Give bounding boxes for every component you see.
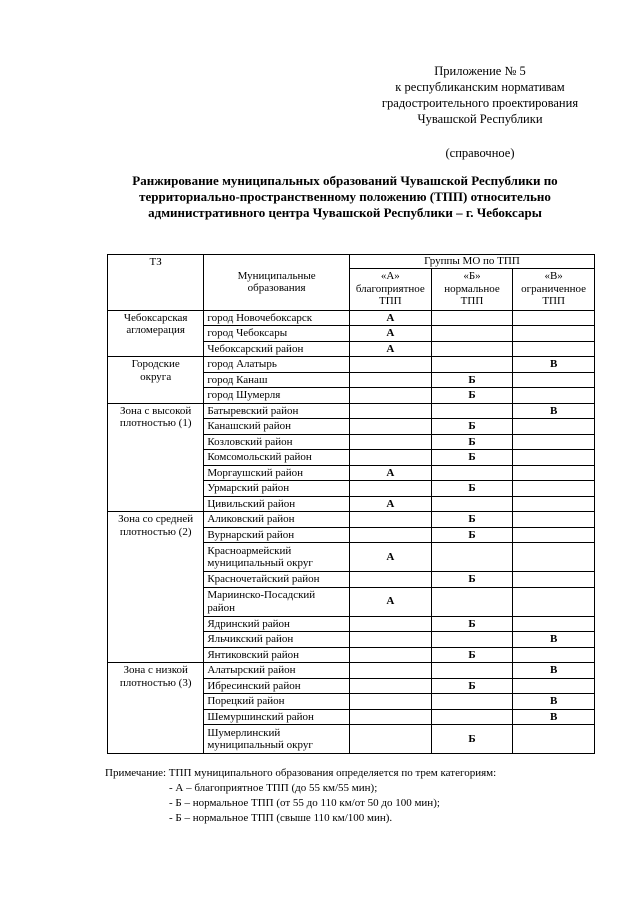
municipality-cell: [204, 678, 350, 694]
group-a-cell: [349, 372, 431, 388]
zone-label-line: Чебоксарская: [123, 311, 188, 324]
municipality-name: Цивильский район: [207, 497, 296, 510]
municipality-cell: [204, 663, 350, 679]
municipality-name: Козловский район: [207, 435, 293, 448]
municipality-cell: [204, 632, 350, 648]
group-b-cell: Б: [431, 419, 513, 435]
group-v-cell: [513, 465, 595, 481]
group-b-cell: [431, 587, 513, 616]
zone-label-line: Зона со средней: [118, 513, 194, 525]
zone-label-line: плотностью (2): [119, 525, 192, 538]
municipality-name: Красночетайский район: [207, 573, 320, 585]
header-groups: Группы МО по ТПП: [349, 255, 594, 269]
reference-label: (справочное): [445, 146, 515, 160]
zone-label-line: Городские: [131, 358, 180, 370]
group-v-cell: В: [513, 403, 595, 419]
group-a-cell: [349, 481, 431, 497]
municipality-name-cont: муниципальный округ: [207, 739, 313, 751]
group-b-cell: [431, 496, 513, 512]
group-a-cell: А: [349, 496, 431, 512]
group-b-cell: [431, 310, 513, 326]
group-a-cell: [349, 694, 431, 710]
municipality-name: Аликовский район: [207, 513, 295, 525]
group-b-cell: Б: [431, 481, 513, 497]
group-a-cell: [349, 663, 431, 679]
group-b-cell: Б: [431, 388, 513, 404]
group-b-cell: Б: [431, 678, 513, 694]
municipality-name: Шемуршинский район: [207, 710, 314, 723]
municipality-name: город Алатырь: [207, 358, 277, 370]
group-v-cell: [513, 310, 595, 326]
title-line: территориально-пространственному положению (ТПП) относительно: [139, 189, 551, 204]
group-v-cell: [513, 678, 595, 694]
group-a-cell: А: [349, 326, 431, 342]
group-a-cell: А: [349, 341, 431, 357]
group-b-cell: [431, 709, 513, 725]
group-b-cell: [431, 694, 513, 710]
group-a-cell: [349, 527, 431, 543]
zone-label-line: плотностью (1): [119, 417, 192, 429]
municipality-cell: [204, 496, 350, 512]
group-v-cell: [513, 326, 595, 342]
zone-label-line: Зона с высокой: [120, 404, 192, 417]
group-v-cell: [513, 647, 595, 663]
municipality-name: Ядринский район: [207, 617, 290, 630]
zone-cell: [108, 357, 204, 404]
appendix-line: Приложение № 5: [434, 64, 526, 78]
group-v-cell: [513, 616, 595, 632]
municipality-name: Ибресинский район: [207, 679, 301, 692]
group-v-cell: [513, 372, 595, 388]
group-a-cell: [349, 434, 431, 450]
zone-cell: [108, 403, 204, 512]
table-body: [108, 310, 595, 754]
group-v-cell: [513, 543, 595, 572]
group-v-cell: [513, 572, 595, 588]
municipality-name: Алатырский район: [207, 664, 296, 676]
municipality-name: Яльчикский район: [207, 633, 294, 645]
zone-label-line: Зона с низкой: [123, 664, 188, 676]
header-v-line: ТПП: [542, 295, 565, 308]
table-row: [108, 310, 595, 326]
municipality-name: Комсомольский район: [207, 451, 312, 463]
header-group-a: [349, 268, 431, 310]
zone-cell: [108, 512, 204, 663]
municipality-name: Урмарский район: [207, 482, 290, 494]
municipality-name: город Канаш: [207, 373, 268, 386]
header-a-line: благоприятное: [355, 282, 425, 295]
zone-cell: [108, 310, 204, 357]
group-b-cell: Б: [431, 725, 513, 754]
municipality-cell: [204, 372, 350, 388]
group-b-cell: Б: [431, 527, 513, 543]
municipality-name-cont: район: [207, 601, 235, 614]
group-a-cell: А: [349, 465, 431, 481]
header-mo: [204, 255, 350, 311]
notes: [105, 766, 496, 826]
table-row: [108, 357, 595, 373]
group-b-cell: Б: [431, 647, 513, 663]
header-a-line: ТПП: [379, 295, 402, 308]
municipality-name-cont: муниципальный округ: [207, 557, 313, 569]
municipality-cell: [204, 434, 350, 450]
header-b-line: нормальное: [444, 282, 500, 295]
table-row: [108, 403, 595, 419]
municipality-cell: [204, 465, 350, 481]
appendix-line: Чувашской Республики: [417, 112, 543, 126]
municipality-cell: [204, 709, 350, 725]
ranking-table: [107, 254, 595, 754]
municipality-cell: [204, 616, 350, 632]
group-b-cell: [431, 465, 513, 481]
title-line: административного центра Чувашской Республики – г. Чебоксары: [148, 205, 542, 220]
group-a-cell: А: [349, 543, 431, 572]
group-v-cell: В: [513, 632, 595, 648]
appendix-line: градостроительного проектирования: [381, 96, 579, 110]
group-a-cell: А: [349, 587, 431, 616]
group-v-cell: [513, 587, 595, 616]
municipality-cell: [204, 326, 350, 342]
header-b-line: «Б»: [463, 270, 481, 283]
group-v-cell: [513, 450, 595, 466]
municipality-cell: [204, 419, 350, 435]
group-v-cell: В: [513, 709, 595, 725]
group-a-cell: [349, 403, 431, 419]
header-mo-line: образования: [247, 282, 306, 295]
group-v-cell: [513, 496, 595, 512]
group-v-cell: В: [513, 694, 595, 710]
zone-label-line: агломерация: [126, 324, 185, 336]
group-v-cell: [513, 419, 595, 435]
municipality-name: Чебоксарский район: [207, 342, 304, 355]
group-v-cell: [513, 725, 595, 754]
group-v-cell: [513, 512, 595, 528]
municipality-name: Порецкий район: [207, 695, 285, 707]
appendix-header: [330, 63, 630, 127]
group-b-cell: [431, 403, 513, 419]
municipality-name: Янтиковский район: [207, 648, 300, 661]
municipality-name: Шумерлинский: [207, 726, 281, 739]
municipality-name: Красноармейский: [207, 544, 292, 557]
title-line: Ранжирование муниципальных образований Чувашской Республики по: [132, 173, 558, 188]
header-v-line: «В»: [544, 270, 563, 283]
header-mo-line: Муниципальные: [237, 269, 316, 282]
group-a-cell: [349, 725, 431, 754]
municipality-cell: [204, 388, 350, 404]
group-b-cell: Б: [431, 512, 513, 528]
group-a-cell: [349, 647, 431, 663]
header-tz: ТЗ: [108, 255, 204, 311]
municipality-cell: [204, 357, 350, 373]
municipality-name: Мариинско-Посадский: [207, 589, 316, 601]
note-item: - А – благоприятное ТПП (до 55 км/55 мин);: [169, 782, 378, 794]
group-b-cell: [431, 357, 513, 373]
group-v-cell: [513, 341, 595, 357]
municipality-cell: [204, 587, 350, 616]
table-row: [108, 663, 595, 679]
group-b-cell: [431, 326, 513, 342]
group-v-cell: В: [513, 663, 595, 679]
group-b-cell: Б: [431, 450, 513, 466]
municipality-cell: [204, 543, 350, 572]
group-b-cell: Б: [431, 616, 513, 632]
group-a-cell: [349, 512, 431, 528]
group-v-cell: В: [513, 357, 595, 373]
group-b-cell: [431, 543, 513, 572]
group-v-cell: [513, 388, 595, 404]
group-a-cell: [349, 388, 431, 404]
municipality-cell: [204, 481, 350, 497]
municipality-name: Батыревский район: [207, 404, 299, 417]
appendix-line: к республиканским нормативам: [395, 80, 565, 94]
group-a-cell: [349, 616, 431, 632]
municipality-name: город Новочебоксарск: [207, 311, 313, 324]
header-a-line: «А»: [380, 270, 400, 283]
group-a-cell: [349, 419, 431, 435]
municipality-cell: [204, 310, 350, 326]
group-v-cell: [513, 527, 595, 543]
zone-label-line: округа: [140, 370, 172, 383]
table-header-row: [108, 255, 595, 269]
zone-label-line: плотностью (3): [119, 676, 192, 689]
municipality-cell: [204, 694, 350, 710]
group-a-cell: [349, 357, 431, 373]
municipality-cell: [204, 647, 350, 663]
document-title: [95, 173, 595, 221]
header-group-b: [431, 268, 513, 310]
municipality-name: город Шумерля: [207, 389, 281, 401]
group-a-cell: [349, 450, 431, 466]
group-a-cell: [349, 709, 431, 725]
table-row: [108, 512, 595, 528]
municipality-cell: [204, 403, 350, 419]
municipality-name: Вурнарский район: [207, 528, 295, 541]
header-group-v: [513, 268, 595, 310]
municipality-cell: [204, 512, 350, 528]
group-v-cell: [513, 434, 595, 450]
municipality-name: Канашский район: [207, 420, 292, 432]
group-b-cell: Б: [431, 434, 513, 450]
header-b-line: ТПП: [460, 295, 484, 308]
group-a-cell: А: [349, 310, 431, 326]
municipality-name: город Чебоксары: [207, 327, 288, 339]
group-b-cell: [431, 341, 513, 357]
group-b-cell: [431, 663, 513, 679]
group-b-cell: [431, 632, 513, 648]
note-intro: Примечание: ТПП муниципального образования определяется по трем категориям:: [105, 767, 497, 779]
municipality-cell: [204, 527, 350, 543]
group-v-cell: [513, 481, 595, 497]
header-v-line: ограниченное: [521, 282, 587, 295]
municipality-name: Моргаушский район: [207, 466, 304, 479]
municipality-cell: [204, 572, 350, 588]
group-a-cell: [349, 632, 431, 648]
municipality-cell: [204, 341, 350, 357]
group-b-cell: Б: [431, 572, 513, 588]
group-b-cell: Б: [431, 372, 513, 388]
zone-cell: [108, 663, 204, 754]
municipality-cell: [204, 450, 350, 466]
group-a-cell: [349, 572, 431, 588]
note-item: - Б – нормальное ТПП (от 55 до 110 км/от 50 до 100 мин);: [169, 797, 440, 809]
municipality-cell: [204, 725, 350, 754]
group-a-cell: [349, 678, 431, 694]
note-item: - Б – нормальное ТПП (свыше 110 км/100 мин).: [169, 812, 393, 824]
